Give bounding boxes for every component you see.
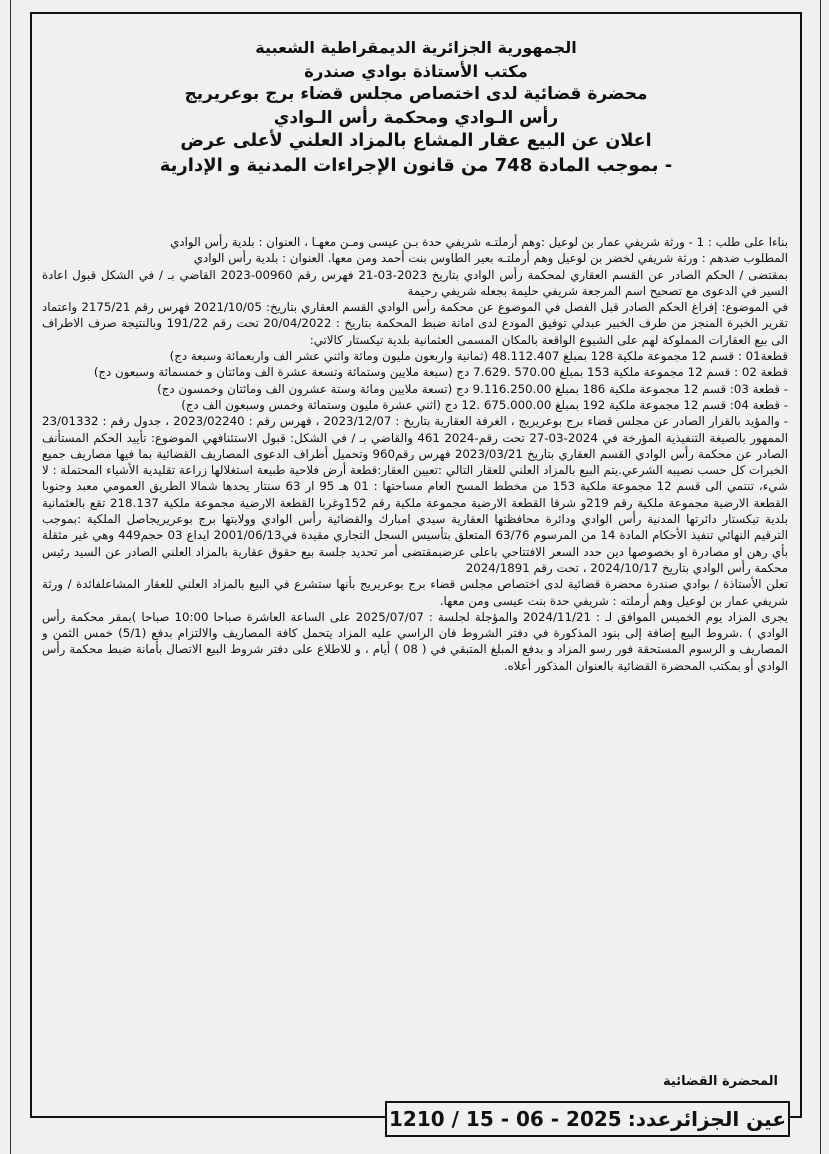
signature: المحضرة القضائية [663, 1074, 778, 1089]
adjacent-column-right [820, 0, 829, 1154]
paragraph-judgment: بمقتضى / الحكم الصادر عن القسم العقاري لمحكمة رأس الوادي بتاريخ 2023-03-21 فهرس رقم 00960-2023 القاضي بـ / في الشكل قبول اعادة السير في الدعوى مع تصحيح اسم المرجعة شريفي حليمة بجعله شريفي رحيمة [42, 267, 788, 298]
paragraph-auction-terms: يجرى المزاد يوم الخميس الموافق لـ : 2024/11/21 والمؤجلة لجلسة : 2025/07/07 على الساعة العاشرة صباحا 10:00 صباحا )بمقر محكمة رأس الوادي ) .شروط البيع إضافة إلى بنود المذكورة في دفتر الشروط فان الراسي عليه المزاد يتحمل كافة المصاريف والالتزام بدفع (5/1) خمس الثمن و المصاريف و الرسوم المستحقة فور رسو المزاد و بدفع المبلغ المتبقي في ( 08 ) أيام ، و للاطلاع على دفتر شروط البيع الاتصال بأمانة ضبط محكمة رأس الوادي أو بمكتب المحضرة القضائية بالعنوان المذكور أعلاه. [42, 609, 789, 673]
header-line-court: رأس الـوادي ومحكمة رأس الـوادي [273, 107, 559, 128]
adjacent-column-left [0, 0, 11, 1154]
announcement-body [42, 234, 788, 674]
paragraph-defendants: المطلوب ضدهم : ورثة شريفي لخضر بن لوعيل وهم أرملتـه بعير الطاوس بنت أحمد ومن معها. العنوان : بلدية رأس الوادي [193, 251, 788, 266]
header-line-article: - بموجب المادة 748 من قانون الإجراءات المدنية و الإدارية [159, 154, 673, 176]
publication-footer [385, 1101, 790, 1137]
paragraph-plot-03: - قطعة 03: قسم 12 مجموعة ملكية 186 بمبلغ 9.116.250.00 دج (تسعة ملايين ومائة وستة عشرون الف ومائتان وخمسون دج) [157, 381, 788, 396]
header-line-republic: الجمهورية الجزائرية الديمقراطية الشعبية [255, 38, 577, 57]
paragraph-decision-and-property: - والمؤيد بالقرار الصادر عن مجلس قضاء برج بوعريريج ، الغرفة العقارية بتاريخ : 2023/12/07 ، فهرس رقم : 2023/02240 ، جدول رقم : 23/01332 الممهور بالصيغة التنفيذية المؤرخة في 2024-03-27 تحت رقم-2024 461 والقاضي بـ / في الشكل: قبول الاستئنافهي الموضوع: تأييد الحكم المستأنف الصادر عن محكمة رأس الوادي القسم العقاري بتاريخ 2023/03/21 فهرس رقم960 وتحميل أطراف الدعوى المصاريف القضائية بما فيها مصاريف جميع الخبرات كل حسب نصيبه الشرعي.يتم البيع بالمزاد العلني للعقار التالي :تعيين العقار:قطعة أرض فلاحية طبيعة استغلالها زراعة تقليدية الأشياء المحتملة : لا شيء، تنتمي الى قسم 12 مجموعة ملكية 153 من مخطط المسح العام مساحتها : 01 هـ 95 ار 63 سنتار يحدها شمالا الطريق العمومي معبد وجنوبا القطعة الارضية مجموعة ملكية رقم 219و شرقا القطعة الارضية مجموعة ملكية رقم 152وغربا القطعة الارضية مجموعة ملكية 218.137 تقع بالعثمانية بلدية تيكستار دائرتها المدنية رأس الوادي ودائرة محافظتها العقارية سيدي امبارك والقضائية رأس الوادي وولايتها برج بوعريريجاصل الملكية :بموجب الترقيم النهائي تنفيذ الأحكام المادة 14 من المرسوم 63/76 المتعلق بتأسيس السجل التجاري مقيدة في2001/06/13 ايداع 03 حجم449 وهي غير مثقلة بأي رهن او مصادرة او بخصوصها دين حدد السعر الافتتاحي باعلى عرضبمقتضى أمر تحديد جلسة بيع حقوق عقارية بالمزاد العلني الصادر عن السيد رئيس محكمة رأس الوادي بتاريخ 2024/10/17 ، تحت رقم 2024/1891 [42, 414, 788, 575]
footer-issue-number: 1210 / 15 - 06 - 2025 [389, 1107, 622, 1131]
header-line-office: مكتب الأستاذة بوادي صندرة [304, 61, 528, 81]
header-line-jurisdiction: محضرة قضائية لدى اختصاص مجلس قضاء برج بوعريريج [184, 84, 648, 104]
footer-label: عين الجزائرعدد: [627, 1107, 786, 1131]
announcement-header [32, 14, 800, 177]
paragraph-plot-01: قطعة01 : قسم 12 مجموعة ملكية 128 بمبلغ 48.112.407 (ثمانية واربعون مليون ومائة واثني عشر الف واربعمائة وسبعة دج) [169, 349, 788, 364]
paragraph-plot-04: - قطعة 04: قسم 12 مجموعة ملكية 192 بمبلغ 675.000.00 .12 دج (اثني عشرة مليون وستمائة وخمس وسبعون الف دج) [181, 397, 788, 412]
announcement-frame [30, 12, 802, 1118]
paragraph-announcement: تعلن الأستاذة / بوادي صندرة محضرة قضائية لدى اختصاص مجلس قضاء برج بوعريريج بأنها ستشرع في البيع بالمزاد العلني للعقار المشاعلفائدة / ورثة شريفي عمار بن لوعيل وهم أرملته : شريفي حدة بنت عيسى ومن معها. [42, 577, 788, 608]
header-line-title: اعلان عن البيع عقار المشاع بالمزاد العلني لأعلى عرض [180, 131, 652, 151]
paragraph-plot-02: قطعة 02 : قسم 12 مجموعة ملكية 153 بمبلغ 570.00 .7.629 دج (سبعة ملايين وستمائة وتسعة عشرة الف ومائتان و خمسمائة وسبعون دج) [93, 365, 788, 380]
paragraph-applicant: بناءا على طلب : 1 - ورثة شريفي عمار بن لوعيل :وهم أرملتـه شريفي حدة بـن عيسى ومـن معهـا ، العنوان : بلدية رأس الوادي [170, 235, 788, 249]
paragraph-subject: في الموضوع: إفراغ الحكم الصادر قبل الفصل في الموضوع عن محكمة رأس الوادي القسم العقاري بتاريخ: 2021/10/05 فهرس رقم 2175/21 واعتماد تقرير الخبرة المنجز من طرف الخبير عبدلي توفيق المودع لدى امانة ضبط المحكمة بتاريخ : 20/04/2022 تحت رقم 191/22 وبالنتيجة صرف الاطراف الى بيع العقارات المملوكة لهم على الشيوع الواقعة بالمكان المسمى العثمانية بلدية تيكستار كالاتي: [42, 300, 788, 347]
